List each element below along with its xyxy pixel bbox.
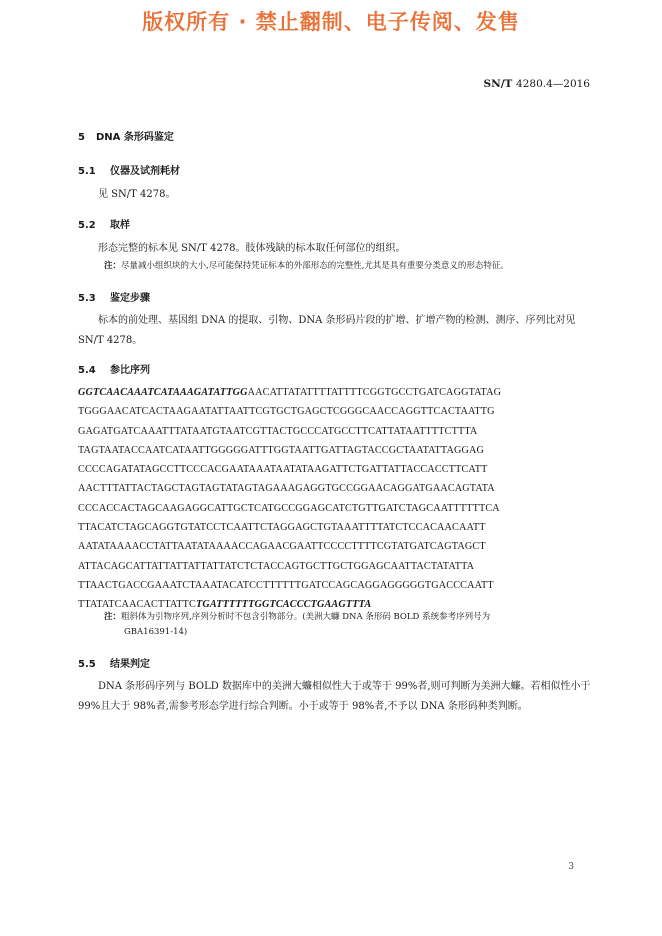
sequence-line: CCCACCACTAGCAAGAGGCATTGCTCATGCCGGAGCATCTGTTGATCTAGCAATTTTTTCA: [78, 502, 500, 514]
section-5-3-heading: [78, 289, 150, 304]
sequence-line: GAGATGATCAAATTTATAATGTAATCGTTACTGCCCATGCCTTCATTATAATTTTCTTTA: [78, 425, 478, 437]
copyright-banner: 版权所有 · 禁止翻制、电子传阅、发售: [142, 10, 520, 34]
reverse-primer: TGATTTTTTGGTCACCCTGAAGTTTA: [195, 599, 372, 611]
sequence-line: AACTTTATTACTAGCTAGTAGTATAGTAGAAAGAGGTGCCGGAACAGGATGAACAGTATA: [78, 483, 495, 495]
section-5-3-text: 标本的前处理、基因组 DNA 的提取、引物、DNA 条形码片段的扩增、扩增产物的检测、测序、序列比对见 SN/T 4278。: [78, 315, 576, 346]
sequence-line: TGGGAACATCACTAAGAATATTAATTCGTGCTGAGCTCGGGCAACCAGGTTCACTAATTG: [78, 406, 495, 418]
section-5-2-heading: [78, 216, 130, 231]
note-text-continued: GBA16391-14): [124, 627, 188, 637]
section-title: DNA 条形码鉴定: [96, 132, 174, 143]
sequence-line: [78, 383, 592, 402]
section-title: 结果判定: [110, 659, 150, 670]
section-5-1-text: 见 SN/T 4278。: [98, 189, 176, 200]
forward-primer: GGTCAACAAATCATAAAGATATTGG: [78, 387, 248, 398]
section-5-heading: [78, 128, 174, 143]
section-number: 5.1: [78, 166, 96, 177]
section-5-4-heading: [78, 361, 150, 376]
section-5-1-heading: [78, 162, 180, 177]
sequence-line: CCCCAGATATAGCCTTCCCACGAATAAATAATATAAGATTCTGATTATTACCACCTTCATT: [78, 464, 488, 476]
section-title: 取样: [110, 220, 130, 231]
section-5-2-text: 形态完整的标本见 SN/T 4278。肢体残缺的标本取任何部位的组织。: [98, 243, 406, 254]
note-label: 注：: [104, 261, 122, 271]
sequence-line: AATATAAAACCTATTAATATAAAACCAGAACGAATTCCCCTTTTCGTATGATCAGTAGCT: [78, 541, 486, 553]
section-5-2-note: [104, 259, 592, 274]
section-number: 5.3: [78, 293, 96, 304]
standard-code: [484, 78, 590, 90]
sequence-line: TAGTAATACCAATCATAATTGGGGGATTTGGTAATTGATTAGTACCGCTAATATTAGGAG: [78, 444, 485, 456]
sequence-segment: TTATATCAACACTTATTC: [78, 599, 196, 611]
section-number: 5.2: [78, 220, 96, 231]
section-title: 仪器及试剂耗材: [110, 166, 180, 177]
section-5-4-note: [104, 610, 592, 640]
section-title: 参比序列: [110, 365, 150, 376]
section-5-5-heading: [78, 655, 150, 670]
standard-code-prefix: SN/T: [483, 78, 513, 90]
page-number: 3: [568, 862, 574, 872]
reference-sequence: [78, 383, 592, 615]
section-5-5-text: DNA 条形码序列与 BOLD 数据库中的美洲大蠊相似性大于或等于 99%者,则可判断为美洲大蠊。若相似性小于 99%且大于 98%者,需参考形态学进行综合判断。小于或等于 98%者,不予以 DNA 条形码种类判断。: [78, 681, 591, 712]
note-text: 粗斜体为引物序列,序列分析时不包含引物部分。(美洲大蠊 DNA 条形码 BOLD 系统参考序列号为: [121, 612, 491, 622]
section-number: 5.5: [78, 659, 96, 670]
sequence-line: TTACATCTAGCAGGTGTATCCTCAATTCTAGGAGCTGTAAATTTTATCTCCACAACAATT: [78, 522, 486, 534]
section-title: 鉴定步骤: [110, 293, 150, 304]
section-number: 5.4: [78, 365, 96, 376]
note-label: 注：: [104, 612, 122, 622]
sequence-line: ATTACAGCATTATTATTATTATTATCTCTACCAGTGCTTGCTGGAGCAATTACTATATTA: [78, 560, 475, 572]
note-text: 尽量减小组织块的大小,尽可能保持凭证标本的外部形态的完整性,尤其是具有重要分类意义的形态特征。: [121, 261, 509, 271]
standard-code-number: 4280.4—2016: [516, 78, 590, 90]
sequence-segment: AACATTATATTTTATTTTCGGTGCCTGATCAGGTATAG: [247, 387, 502, 398]
sequence-line: TTAACTGACCGAAATCTAAATACATCCTTTTTTGATCCAGCAGGAGGGGGTGACCCAATT: [78, 579, 494, 591]
section-number: 5: [78, 132, 85, 143]
